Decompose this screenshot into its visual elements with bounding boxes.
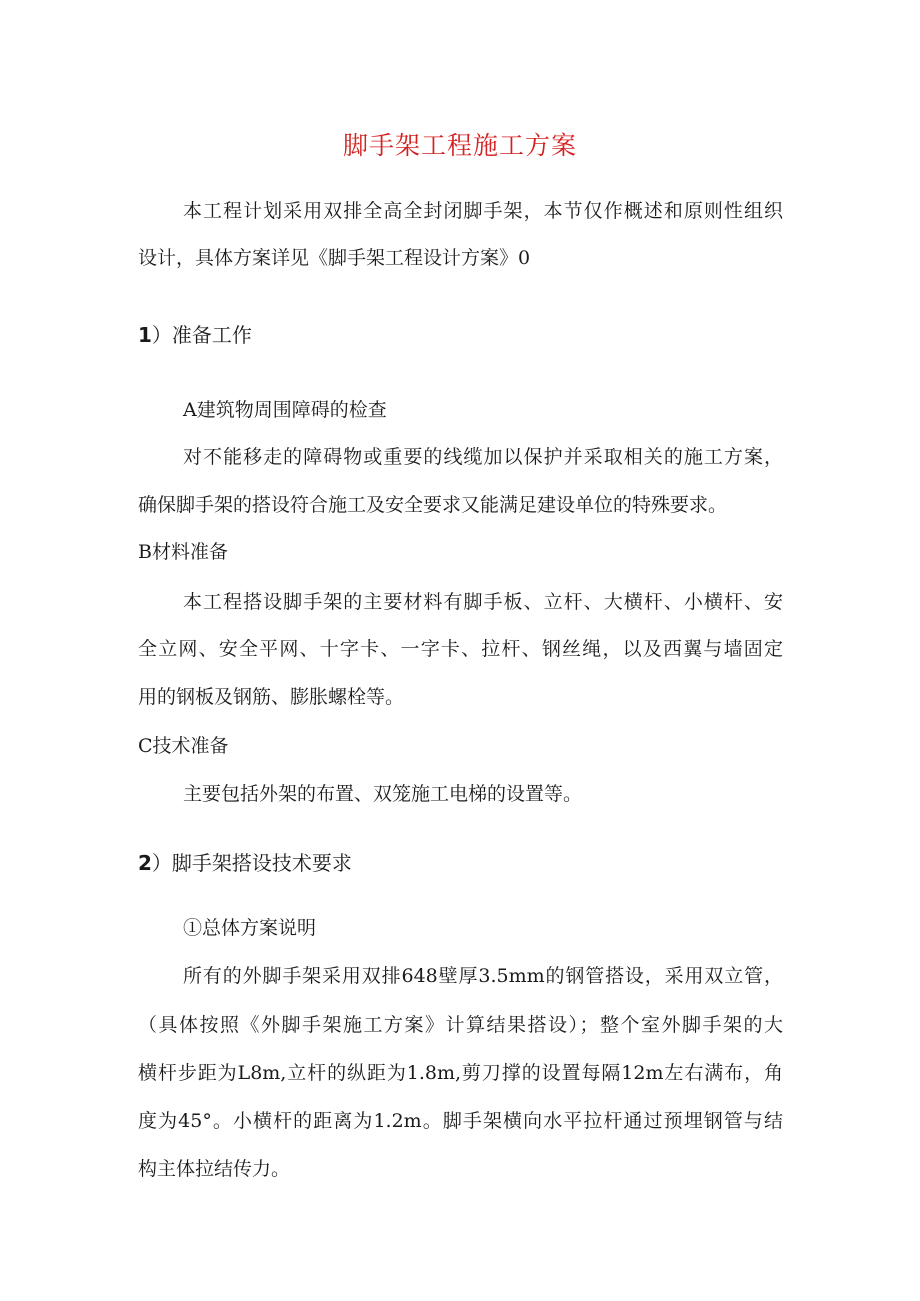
- section-1c-line-1: 主要包括外架的布置、双笼施工电梯的设置等。: [183, 783, 583, 805]
- section-2-1-line-3: 横杆步距为L8m,立杆的纵距为1.8m,剪刀撑的设置每隔12m左右满布，角: [138, 1062, 783, 1084]
- section-2-number: 2: [138, 851, 152, 875]
- page-title: 脚手架工程施工方案: [342, 131, 577, 160]
- section-2-1-line-4: 度为45°。小横杆的距离为1.2m。脚手架横向水平拉杆通过预埋钢管与结: [138, 1110, 783, 1132]
- section-2-heading: [138, 848, 352, 878]
- section-2-1-heading: ①总体方案说明: [183, 917, 317, 939]
- section-1c-heading: C技术准备: [138, 735, 229, 757]
- section-1-number: 1: [138, 323, 152, 347]
- section-1b-heading: B材料准备: [138, 541, 228, 563]
- intro-line-2: 设计，具体方案详见《脚手架工程设计方案》0: [138, 247, 531, 269]
- section-1a-line-2: 确保脚手架的搭设符合施工及安全要求又能满足建设单位的特殊要求。: [138, 494, 728, 516]
- intro-line-1: 本工程计划采用双排全高全封闭脚手架，本节仅作概述和原则性组织: [183, 200, 783, 222]
- section-1a-heading: A建筑物周围障碍的检查: [183, 399, 387, 421]
- section-2-1-line-1: 所有的外脚手架采用双排648壁厚3.5mm的钢管搭设，采用双立管，: [183, 965, 783, 987]
- section-2-title: ）脚手架搭设技术要求: [151, 851, 352, 875]
- section-1-title: ）准备工作: [151, 323, 252, 347]
- section-1a-line-1: 对不能移走的障碍物或重要的线缆加以保护并采取相关的施工方案，: [183, 446, 783, 468]
- section-1-heading: [138, 320, 252, 350]
- section-1b-line-2: 全立网、安全平网、十字卡、一字卡、拉杆、钢丝绳，以及西翼与墙固定: [138, 638, 783, 660]
- section-2-1-line-2: （具体按照《外脚手架施工方案》计算结果搭设）；整个室外脚手架的大: [138, 1014, 783, 1036]
- section-1b-line-3: 用的钢板及钢筋、膨胀螺栓等。: [138, 686, 405, 708]
- section-1b-line-1: 本工程搭设脚手架的主要材料有脚手板、立杆、大横杆、小横杆、安: [183, 591, 783, 613]
- section-2-1-line-5: 构主体拉结传力。: [138, 1158, 291, 1180]
